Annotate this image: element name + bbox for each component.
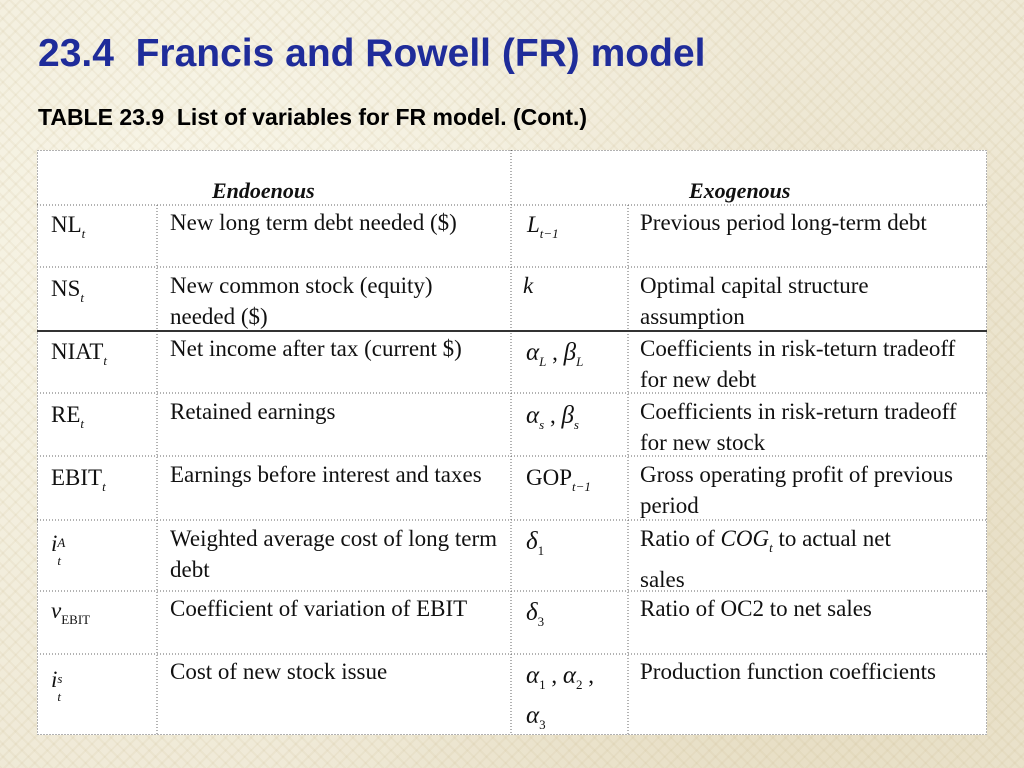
slide-title: 23.4 Francis and Rowell (FR) model <box>38 32 706 75</box>
endo-desc-re: Retained earnings <box>170 399 336 424</box>
endo-desc-ns: New common stock (equity) needed ($) <box>170 273 433 329</box>
exo-symbol-l: $L_{t-1}$ <box>527 212 559 241</box>
endo-symbol-i-a: i A t <box>51 531 66 568</box>
endo-desc-ebit: Earnings before interest and taxes <box>170 462 482 487</box>
header-endogenous: Endoenous <box>212 178 315 203</box>
endo-symbol-nl: $NL_t$ <box>51 212 86 241</box>
endo-symbol-ebit: $EBIT_t$ <box>51 465 106 494</box>
header-exogenous: Exogenous <box>689 178 791 203</box>
exo-symbol-alpha-beta-l: $\alpha_L$ , $\beta_L$ <box>526 339 584 369</box>
exo-desc-alphas: Production function coefficients <box>640 659 936 684</box>
exo-desc-alpha-beta-s: Coefficients in risk-return tradeoff for new stock <box>640 399 957 455</box>
exo-symbol-delta-3: $\delta_3$ <box>526 599 545 629</box>
exo-symbol-delta-1: $\delta_1$ <box>526 528 545 558</box>
endo-symbol-i-s: i s t <box>51 667 63 704</box>
exo-desc-alpha-beta-l: Coefficients in risk-teturn tradeoff for new debt <box>640 336 956 392</box>
exo-desc-l: Previous period long-term debt <box>640 210 927 235</box>
exo-symbol-alphas: $\alpha_1$ , $\alpha_2$ , $\alpha_3$ <box>526 662 594 732</box>
exo-symbol-alpha-beta-s: $\alpha_s$ , $\beta_s$ <box>526 402 579 432</box>
endo-desc-nl: New long term debt needed ($) <box>170 210 457 235</box>
exo-desc-delta-1: Ratio of $COG_t$ to actual net sales <box>640 526 891 592</box>
endo-symbol-v-ebit: $v_{EBIT}$ <box>51 598 91 627</box>
endo-symbol-ns: $NS_t$ <box>51 276 85 305</box>
exo-desc-k: Optimal capital structure assumption <box>640 273 869 329</box>
endo-desc-i-s: Cost of new stock issue <box>170 659 388 684</box>
endo-desc-niat: Net income after tax (current $) <box>170 336 462 361</box>
endo-desc-v-ebit: Coefficient of variation of EBIT <box>170 596 468 621</box>
endo-desc-i-a: Weighted average cost of long term debt <box>170 526 498 582</box>
exo-symbol-gop: $GOP_{t-1}$ <box>526 465 591 494</box>
exo-symbol-k: k <box>523 273 534 298</box>
endo-symbol-niat: $NIAT_t$ <box>51 339 108 368</box>
variables-table <box>37 150 987 735</box>
exo-desc-delta-3: Ratio of OC2 to net sales <box>640 596 872 621</box>
table-caption: TABLE 23.9 List of variables for FR model. (Cont.) <box>38 104 588 130</box>
exo-desc-gop: Gross operating profit of previous period <box>640 462 953 518</box>
endo-symbol-re: $RE_t$ <box>51 402 85 431</box>
